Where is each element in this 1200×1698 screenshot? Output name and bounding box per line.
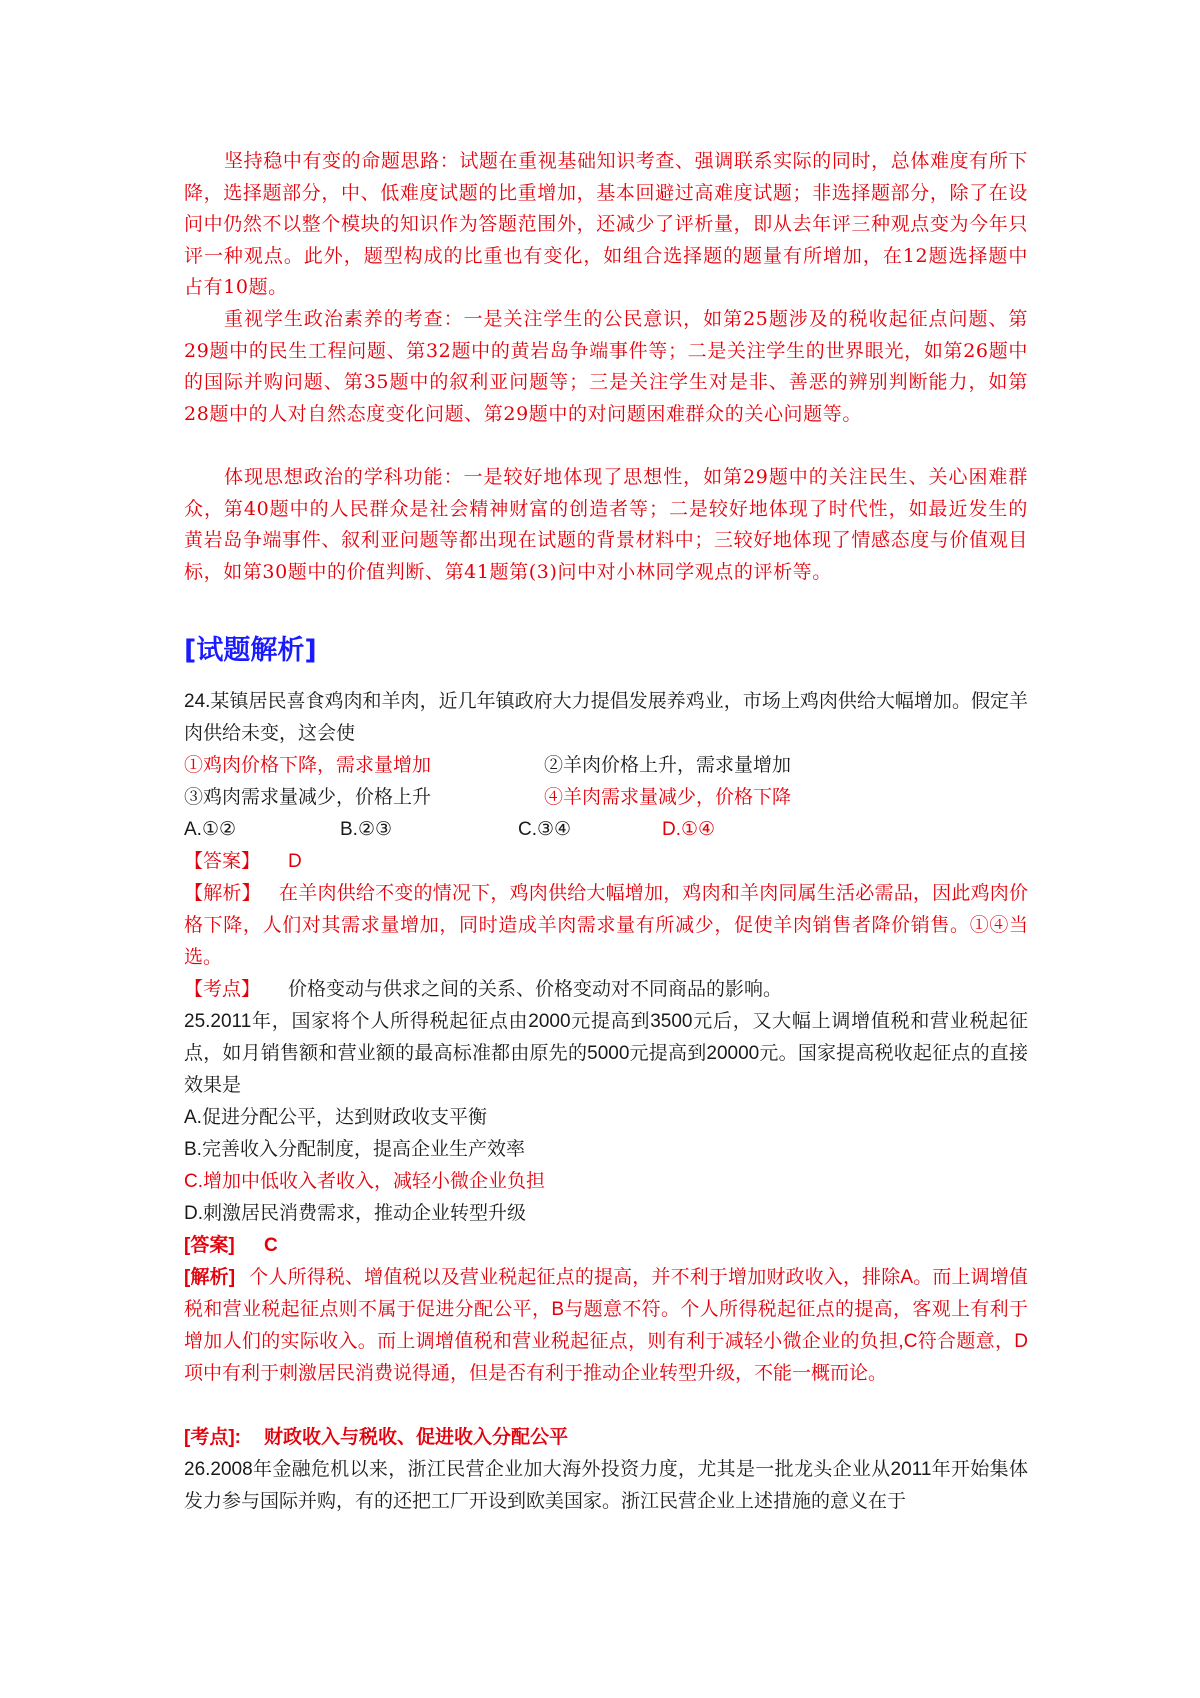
q25-analysis-text: 个人所得税、增值税以及营业税起征点的提高，并不利于增加财政收入，排除A。而上调增值税和营业税起征点则不属于促进分配公平，B与题意不符。个人所得税起征点的提高，客观上有利于增加人们的实际收入。而上调增值税和营业税起征点，则有利于减轻小微企业的负担,C符合题意，D项中有利于刺激居民消费说得通，但是否有利于推动企业转型升级，不能一概而论。	[184, 1267, 1028, 1384]
q24-stem: 24.某镇居民喜食鸡肉和羊肉，近几年镇政府大力提倡发展养鸡业，市场上鸡肉供给大幅增加。假定羊肉供给未变，这会使	[184, 691, 1028, 744]
q24-options-row	[184, 814, 1028, 846]
q24-point-label: 【考点】	[184, 979, 261, 1000]
q25-option-c-row	[184, 1166, 1028, 1198]
q25-stem: 25.2011年，国家将个人所得税起征点由2000元提高到3500元后，又大幅上调增值税和营业税起征点，如月销售额和营业额的最高标准都由原先的5000元提高到20000元。国家提高税收起征点的直接效果是	[184, 1011, 1028, 1096]
q24-statement-2: ②羊肉价格上升，需求量增加	[544, 755, 792, 776]
q25-option-d: D.刺激居民消费需求，推动企业转型升级	[184, 1203, 527, 1224]
q24-analysis-text: 在羊肉供给不变的情况下，鸡肉供给大幅增加，鸡肉和羊肉同属生活必需品，因此鸡肉价格下降，人们对其需求量增加，同时造成羊肉需求量有所减少，促使羊肉销售者降价销售。①④当选。	[184, 883, 1028, 968]
q24-option-a: A.①②	[184, 819, 237, 840]
q24-statements-row-1	[184, 750, 1028, 782]
q25-option-a: A.促进分配公平，达到财政收支平衡	[184, 1107, 487, 1128]
q25-option-a-row	[184, 1102, 1028, 1134]
q24-statement-1: ①鸡肉价格下降，需求量增加	[184, 755, 432, 776]
q25-answer-value: C	[264, 1235, 278, 1256]
q24-option-d: D.①④	[662, 819, 716, 840]
section-heading: [试题解析]	[184, 635, 317, 666]
q24-point-text: 价格变动与供求之间的关系、价格变动对不同商品的影响。	[288, 979, 783, 1000]
q25-point-text: 财政收入与税收、促进收入分配公平	[264, 1427, 569, 1448]
q24-analysis-label: 【解析】	[184, 883, 261, 904]
q24-option-c: C.③④	[518, 819, 572, 840]
q24-statement-3: ③鸡肉需求量减少，价格上升	[184, 787, 432, 808]
intro-paragraph-2: 重视学生政治素养的考查：一是关注学生的公民意识，如第25题涉及的税收起征点问题、第29题中的民生工程问题、第32题中的黄岩岛争端事件等；二是关注学生的世界眼光，如第26题中的国际并购问题、第35题中的叙利亚问题等；三是关注学生对是非、善恶的辨别判断能力，如第28题中的人对自然态度变化问题、第29题中的对问题困难群众的关心问题等。	[184, 308, 1028, 425]
q26-stem: 26.2008年金融危机以来，浙江民营企业加大海外投资力度，尤其是一批龙头企业从2011年开始集体发力参与国际并购，有的还把工厂开设到欧美国家。浙江民营企业上述措施的意义在于	[184, 1459, 1028, 1512]
q25-answer-row	[184, 1230, 1028, 1262]
q25-answer-label: [答案]	[184, 1235, 235, 1256]
q25-point-label: [考点]:	[184, 1427, 241, 1448]
q25-option-c: C.增加中低收入者收入，减轻小微企业负担	[184, 1171, 546, 1192]
intro-paragraph-3: 体现思想政治的学科功能：一是较好地体现了思想性，如第29题中的关注民生、关心困难群众，第40题中的人民群众是社会精神财富的创造者等；二是较好地体现了时代性，如最近发生的黄岩岛争端事件、叙利亚问题等都出现在试题的背景材料中；三较好地体现了情感态度与价值观目标，如第30题中的价值判断、第41题第(3)问中对小林同学观点的评析等。	[184, 466, 1028, 583]
q25-point-row	[184, 1422, 1028, 1454]
q24-point-row	[184, 974, 1028, 1006]
q25-option-b: B.完善收入分配制度，提高企业生产效率	[184, 1139, 525, 1160]
q24-statement-4: ④羊肉需求量减少，价格下降	[544, 787, 792, 808]
q25-analysis-label: [解析]	[184, 1267, 236, 1288]
intro-paragraph-1: 坚持稳中有变的命题思路：试题在重视基础知识考查、强调联系实际的同时，总体难度有所下降，选择题部分，中、低难度试题的比重增加，基本回避过高难度试题；非选择题部分，除了在设问中仍然不以整个模块的知识作为答题范围外，还减少了评析量，即从去年评三种观点变为今年只评一种观点。此外，题型构成的比重也有变化，如组合选择题的题量有所增加，在12题选择题中占有10题。	[184, 150, 1028, 298]
q24-statements-row-2	[184, 782, 1028, 814]
q25-analysis	[184, 1262, 1028, 1390]
q25-option-b-row	[184, 1134, 1028, 1166]
q24-answer-value: D	[288, 851, 302, 872]
q24-option-b: B.②③	[340, 819, 393, 840]
q25-option-d-row	[184, 1198, 1028, 1230]
q24-answer-label: 【答案】	[184, 851, 261, 872]
q24-analysis	[184, 878, 1028, 974]
q24-answer-row	[184, 846, 1028, 878]
